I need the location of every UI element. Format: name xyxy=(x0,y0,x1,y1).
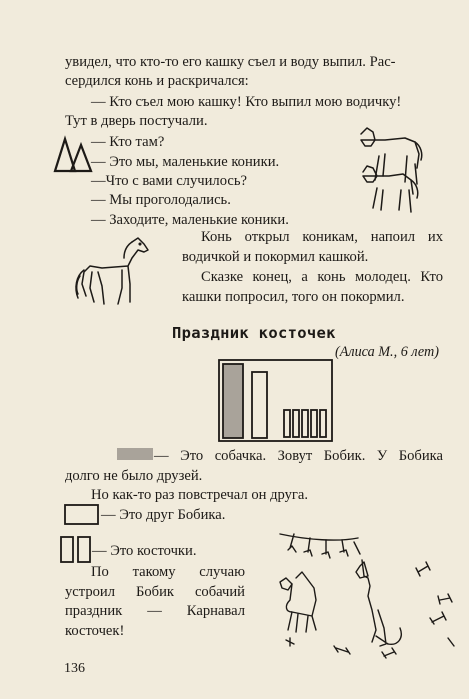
text-line: — Это мы, маленькие коники. xyxy=(91,154,280,170)
text-line: сердился конь и раскричался: xyxy=(65,73,249,89)
text-line: увидел, что кто-то его кашку съел и воду выпил. Рас- xyxy=(65,54,396,70)
text-line: — Кто там? xyxy=(91,134,165,150)
bones-rectangles-icon xyxy=(60,536,94,564)
text-line: —Что с вами случилось? xyxy=(91,173,247,189)
horse-drawing xyxy=(72,236,154,308)
author-caption: (Алиса М., 6 лет) xyxy=(335,344,439,360)
text-line: Конь открыл коникам, напоил их xyxy=(201,229,443,245)
text-line: устроил Бобик собачий xyxy=(65,584,245,600)
dog-rectangle-icon xyxy=(117,448,153,460)
text-line: водичкой и покормил кашкой. xyxy=(182,249,369,265)
two-horses-drawing xyxy=(355,124,425,216)
text-line: — Это косточки. xyxy=(92,543,197,559)
page-number: 136 xyxy=(64,661,85,676)
text-line: кашки попросил, того он покормил. xyxy=(182,289,405,305)
text-line: Но как-то раз повстречал он друга. xyxy=(91,487,309,503)
friend-rectangle-icon xyxy=(64,504,100,526)
two-triangles-icon xyxy=(53,135,93,175)
text-line: Тут в дверь постучали. xyxy=(65,113,208,129)
text-line: праздник — Карнавал xyxy=(65,603,245,619)
text-line: косточек! xyxy=(65,623,125,639)
text-line: — Это собачка. Зовут Бобик. У Бобика xyxy=(154,448,443,464)
text-line: По такому случаю xyxy=(91,564,245,580)
text-line: долго не было друзей. xyxy=(65,468,203,484)
text-line: Сказке конец, а конь молодец. Кто xyxy=(201,269,443,285)
text-line: — Кто съел мою кашку! Кто выпил мою водичку! xyxy=(91,94,402,110)
text-line: — Заходите, маленькие коники. xyxy=(91,212,289,228)
dogs-party-drawing xyxy=(268,520,464,670)
text-line: — Мы проголодались. xyxy=(91,192,231,208)
story-title: Праздник косточек xyxy=(172,324,336,342)
bones-diagram xyxy=(217,358,335,444)
text-line: — Это друг Бобика. xyxy=(101,507,226,523)
